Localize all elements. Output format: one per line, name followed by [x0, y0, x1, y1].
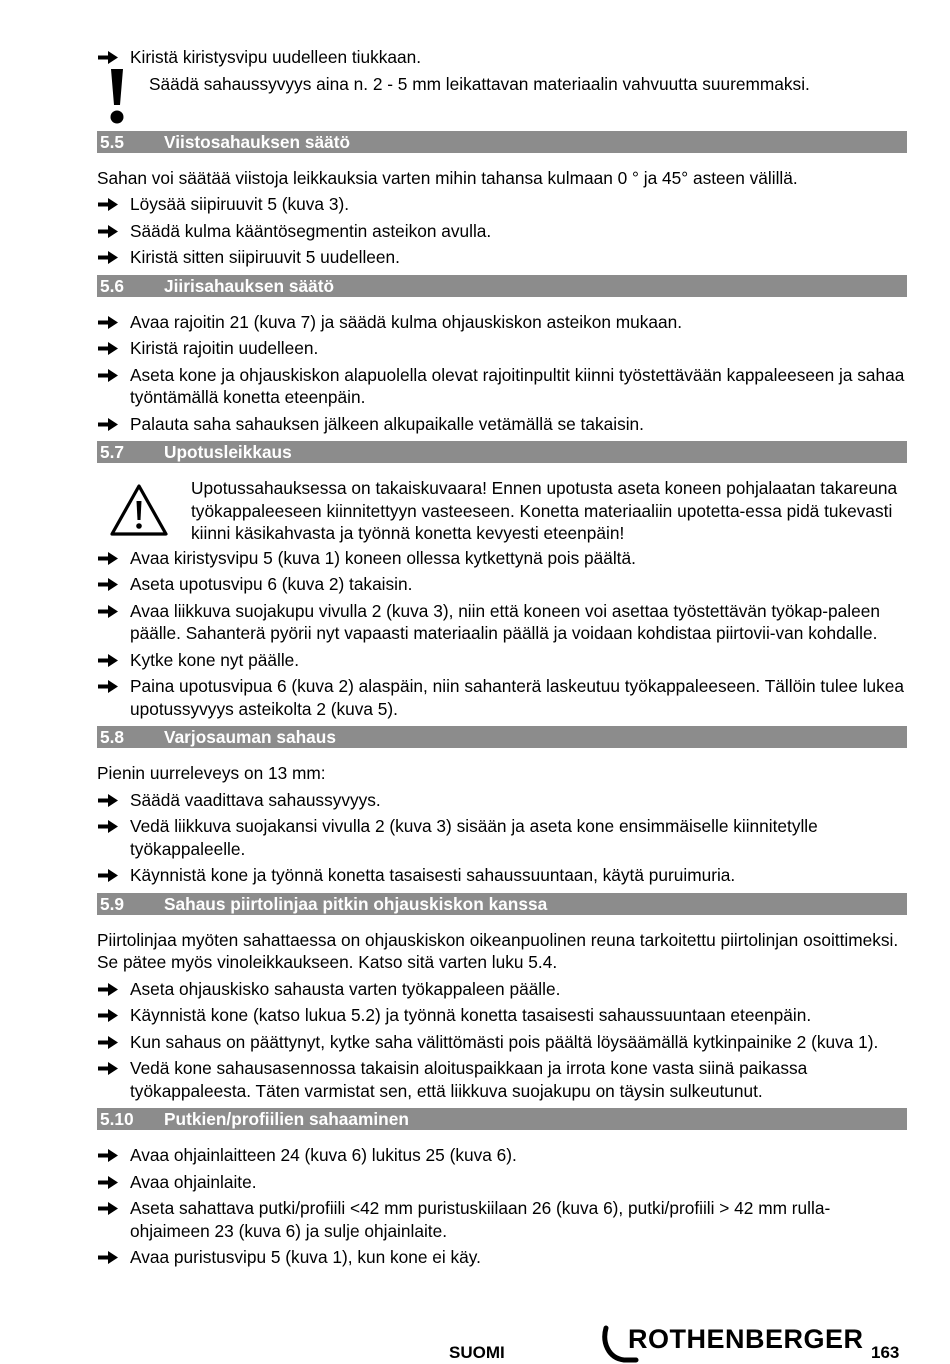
arrow-right-icon — [97, 1175, 119, 1190]
bullet-item — [97, 978, 907, 1001]
bullet-text: Aseta sahattava putki/profiili <42 mm puristuskiilaan 26 (kuva 6), putki/profiili > 42 mm rulla-ohjaimeen 23 (kuva 6) ja sulje ohjainlaite. — [130, 1198, 831, 1241]
bullet-item — [97, 220, 907, 243]
arrow-right-icon — [97, 1250, 119, 1265]
bullet-text: Avaa kiristysvipu 5 (kuva 1) koneen ollessa kytkettynä pois päältä. — [130, 547, 636, 568]
warning-text: Upotussahauksessa on takaiskuvaara! Ennen upotusta aseta koneen pohjalaatan takareuna työkappaleeseen kiinnitettyyn vasteeseen. Konetta materiaaliin upotetta-essa pidä tukevasti kiinni käsikahvasta ja työnnä konetta kevyesti eteenpäin! — [191, 478, 898, 543]
bullet-item — [97, 311, 907, 334]
bullet-text: Avaa ohjainlaite. — [130, 1171, 257, 1192]
arrow-right-icon — [97, 1008, 119, 1023]
paragraph — [97, 167, 907, 190]
bullet-item — [97, 364, 907, 409]
page-number: 163 — [871, 1343, 900, 1362]
bullet-item — [97, 789, 907, 812]
paragraph-text: Sahan voi säätää viistoja leikkauksia varten mihin tahansa kulmaan 0 ° ja 45° asteen välillä. — [97, 167, 798, 188]
bullet-item — [97, 413, 907, 436]
bullet-item — [97, 864, 907, 887]
arrow-right-icon — [97, 197, 119, 212]
bullet-text: Kun sahaus on päättynyt, kytke saha välittömästi pois päältä löysäämällä kytkinpainike 2 (kuva 1). — [130, 1031, 879, 1052]
bullet-item — [97, 1004, 907, 1027]
bullet-item — [97, 246, 907, 269]
bullet-item — [97, 193, 907, 216]
arrow-right-icon — [97, 1201, 119, 1216]
arrow-right-icon — [97, 341, 119, 356]
bullet-item — [97, 1031, 907, 1054]
bullet-item — [97, 1171, 907, 1194]
arrow-right-icon — [97, 653, 119, 668]
bullet-text: Vedä liikkuva suojakansi vivulla 2 (kuva 3) sisään ja aseta kone ensimmäiselle kiinnitetylle työkappaleelle. — [130, 816, 818, 859]
bullet-item — [97, 1246, 907, 1269]
bullet-item — [97, 337, 907, 360]
bullet-text: Avaa ohjainlaitteen 24 (kuva 6) lukitus 25 (kuva 6). — [130, 1145, 517, 1165]
bullet-text: Kiristä sitten siipiruuvit 5 uudelleen. — [130, 247, 400, 267]
warning-block — [97, 477, 907, 545]
warning-triangle-icon — [109, 483, 169, 537]
section-number: 5.10 — [100, 1109, 134, 1129]
paragraph-text: Pienin uurreleveys on 13 mm: — [97, 763, 326, 783]
arrow-right-icon — [97, 1148, 119, 1163]
arrow-right-icon — [97, 250, 119, 265]
paragraph-text: Piirtolinjaa myöten sahattaessa on ohjauskiskon oikeanpuolinen reuna tarkoitettu piirtolinjan osoittimeksi. Se pätee myös vinoleikkaukseen. Katso sitä varten luku 5.4. — [97, 929, 899, 972]
bullet-text: Paina upotusvipua 6 (kuva 2) alaspäin, niin sahanterä laskeutuu työkappaleeseen. Tällöin tulee lukea upotussyvyys asteikolta 2 (kuva 5). — [130, 676, 905, 719]
arrow-right-icon — [97, 1061, 119, 1076]
section-number: 5.6 — [100, 275, 125, 296]
note-block — [97, 73, 907, 125]
arrow-right-icon — [97, 819, 119, 834]
arrow-right-icon — [97, 224, 119, 239]
bullet-item — [97, 675, 907, 720]
bullet-text: Aseta ohjauskisko sahausta varten työkappaleen päälle. — [130, 978, 561, 999]
section-number: 5.9 — [100, 893, 125, 914]
bullet-item — [97, 649, 907, 672]
bullet-item — [97, 600, 907, 645]
arrow-right-icon — [97, 368, 119, 383]
section-title: Viistosahauksen säätö — [164, 131, 351, 152]
bullet-item — [97, 815, 907, 860]
bullet-item — [97, 1197, 907, 1242]
bullet-text: Avaa rajoitin 21 (kuva 7) ja säädä kulma ohjauskiskon asteikon mukaan. — [130, 311, 683, 332]
footer-brand: ROTHENBERGER — [628, 1324, 864, 1354]
bullet-text: Löysää siipiruuvit 5 (kuva 3). — [130, 194, 349, 214]
paragraph — [97, 929, 907, 974]
arrow-right-icon — [97, 577, 119, 592]
section-heading — [97, 726, 907, 748]
section-title: Varjosauman sahaus — [164, 727, 336, 747]
arrow-right-icon — [97, 793, 119, 808]
section-heading — [97, 893, 907, 915]
bullet-text: Kytke kone nyt päälle. — [130, 649, 300, 670]
footer-language: SUOMI — [449, 1343, 505, 1362]
bullet-text: Aseta upotusvipu 6 (kuva 2) takaisin. — [130, 574, 413, 594]
section-heading — [97, 441, 907, 463]
section-title: Jiirisahauksen säätö — [164, 275, 335, 296]
section-title: Putkien/profiilien sahaaminen — [164, 1109, 409, 1129]
arrow-right-icon — [97, 50, 119, 65]
note-text: Säädä sahaussyvyys aina n. 2 - 5 mm leikattavan materiaalin vahvuutta suuremmaksi. — [149, 73, 810, 94]
bullet-text: Aseta kone ja ohjauskiskon alapuolella olevat rajoitinpultit kiinni työstettävään kappaleeseen ja sahaa työntämällä konetta eteenpäin. — [130, 364, 905, 407]
arrow-right-icon — [97, 1035, 119, 1050]
section-number: 5.7 — [100, 442, 125, 462]
arrow-right-icon — [97, 417, 119, 432]
bullet-text: Avaa liikkuva suojakupu vivulla 2 (kuva 3), niin että koneen voi asettaa työstettävän työkap-paleen päälle. Sahanterä pyörii nyt vapaasti materiaalin päällä ja voidaan kohdistaa piirtovii-van kohdalle. — [130, 600, 880, 643]
page-content — [97, 46, 907, 1273]
bullet-text: Käynnistä kone (katso lukua 5.2) ja työnnä konetta tasaisesti sahaussuuntaan eteenpäin. — [130, 1005, 812, 1025]
page-footer — [0, 1322, 950, 1362]
arrow-right-icon — [97, 551, 119, 566]
section-number: 5.8 — [100, 727, 125, 747]
bullet-item — [97, 1057, 907, 1102]
bullet-item — [97, 46, 907, 69]
arrow-right-icon — [97, 868, 119, 883]
bullet-item — [97, 573, 907, 596]
bullet-text: Säädä vaadittava sahaussyvyys. — [130, 789, 381, 810]
bullet-text: Avaa puristusvipu 5 (kuva 1), kun kone ei käy. — [130, 1247, 481, 1267]
arrow-right-icon — [97, 982, 119, 997]
arrow-right-icon — [97, 679, 119, 694]
bullet-item — [97, 1144, 907, 1167]
section-heading — [97, 275, 907, 297]
section-number: 5.5 — [100, 131, 125, 152]
section-heading — [97, 1108, 907, 1130]
arrow-right-icon — [97, 315, 119, 330]
section-heading — [97, 131, 907, 153]
bullet-text: Säädä kulma kääntösegmentin asteikon avulla. — [130, 220, 492, 241]
bullet-text: Käynnistä kone ja työnnä konetta tasaisesti sahaussuuntaan, käytä puruimuria. — [130, 865, 736, 885]
bullet-text: Palauta saha sahauksen jälkeen alkupaikalle vetämällä se takaisin. — [130, 413, 644, 434]
bullet-text: Kiristä kiristysvipu uudelleen tiukkaan. — [130, 47, 422, 67]
section-title: Sahaus piirtolinjaa pitkin ohjauskiskon kanssa — [164, 893, 548, 914]
bullet-item — [97, 547, 907, 570]
arrow-right-icon — [97, 604, 119, 619]
bullet-text: Kiristä rajoitin uudelleen. — [130, 338, 319, 358]
bullet-text: Vedä kone sahausasennossa takaisin aloituspaikkaan ja irrota kone vasta siinä paikassa työkappaleesta. Täten varmistat sen, että liikkuva suojakupu on täysin sulkeutunut. — [130, 1058, 808, 1101]
section-title: Upotusleikkaus — [164, 442, 292, 462]
paragraph — [97, 762, 907, 785]
exclamation-icon — [106, 67, 128, 125]
